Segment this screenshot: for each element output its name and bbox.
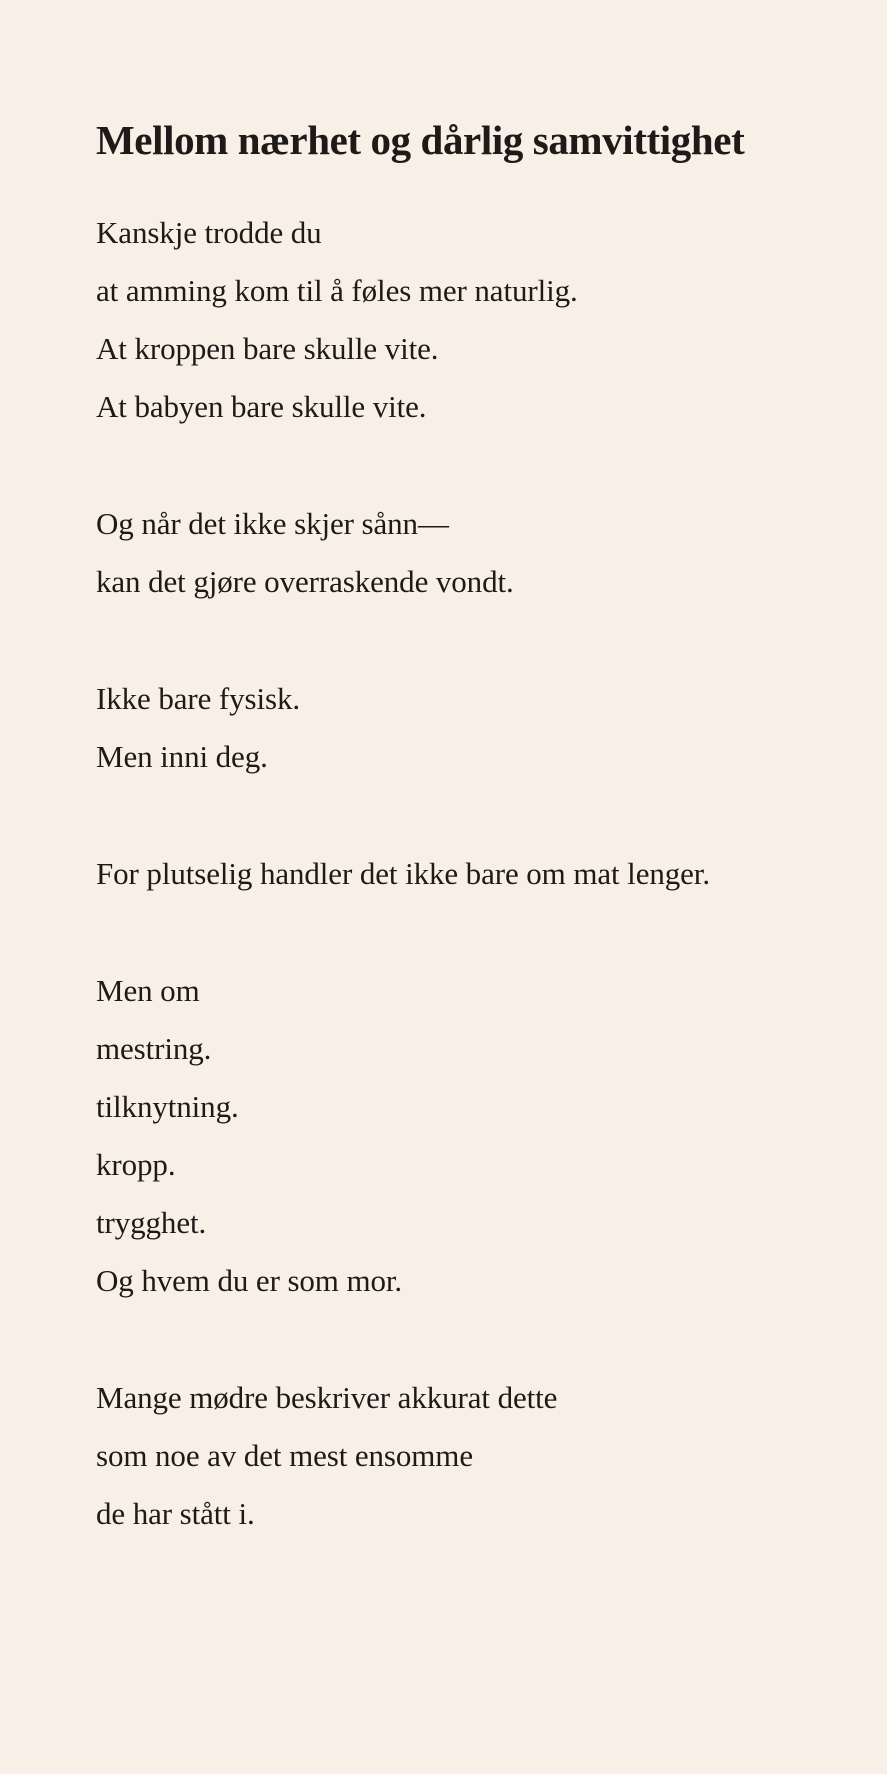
poem-line: For plutselig handler det ikke bare om mat lenger. — [96, 856, 710, 892]
poem-line: de har stått i. — [96, 1496, 255, 1532]
poem-line: Og når det ikke skjer sånn— — [96, 506, 449, 542]
stanza — [96, 204, 847, 436]
poem-line: Ikke bare fysisk. — [96, 681, 301, 717]
poem-line: Kanskje trodde du — [96, 215, 322, 251]
poem-line: at amming kom til å føles mer naturlig. — [96, 273, 578, 309]
poem-line: At babyen bare skulle vite. — [96, 389, 427, 425]
poem-body — [96, 204, 847, 1543]
poem-line: kan det gjøre overraskende vondt. — [96, 564, 514, 600]
poem-line: Og hvem du er som mor. — [96, 1263, 403, 1299]
poem-line: trygghet. — [96, 1205, 207, 1241]
stanza — [96, 845, 847, 903]
poem-line: Mange mødre beskriver akkurat dette — [96, 1380, 558, 1416]
poem-line: Men inni deg. — [96, 739, 268, 775]
stanza — [96, 962, 847, 1310]
poem-line: kropp. — [96, 1147, 176, 1183]
stanza — [96, 495, 847, 611]
poem-line: At kroppen bare skulle vite. — [96, 331, 439, 367]
poem-line: Men om — [96, 973, 200, 1009]
stanza — [96, 1369, 847, 1543]
stanza — [96, 670, 847, 786]
poem-line: tilknytning. — [96, 1089, 239, 1125]
poem-line: mestring. — [96, 1031, 212, 1067]
page-title: Mellom nærhet og dårlig samvittighet — [96, 117, 745, 163]
poem-line: som noe av det mest ensomme — [96, 1438, 473, 1474]
